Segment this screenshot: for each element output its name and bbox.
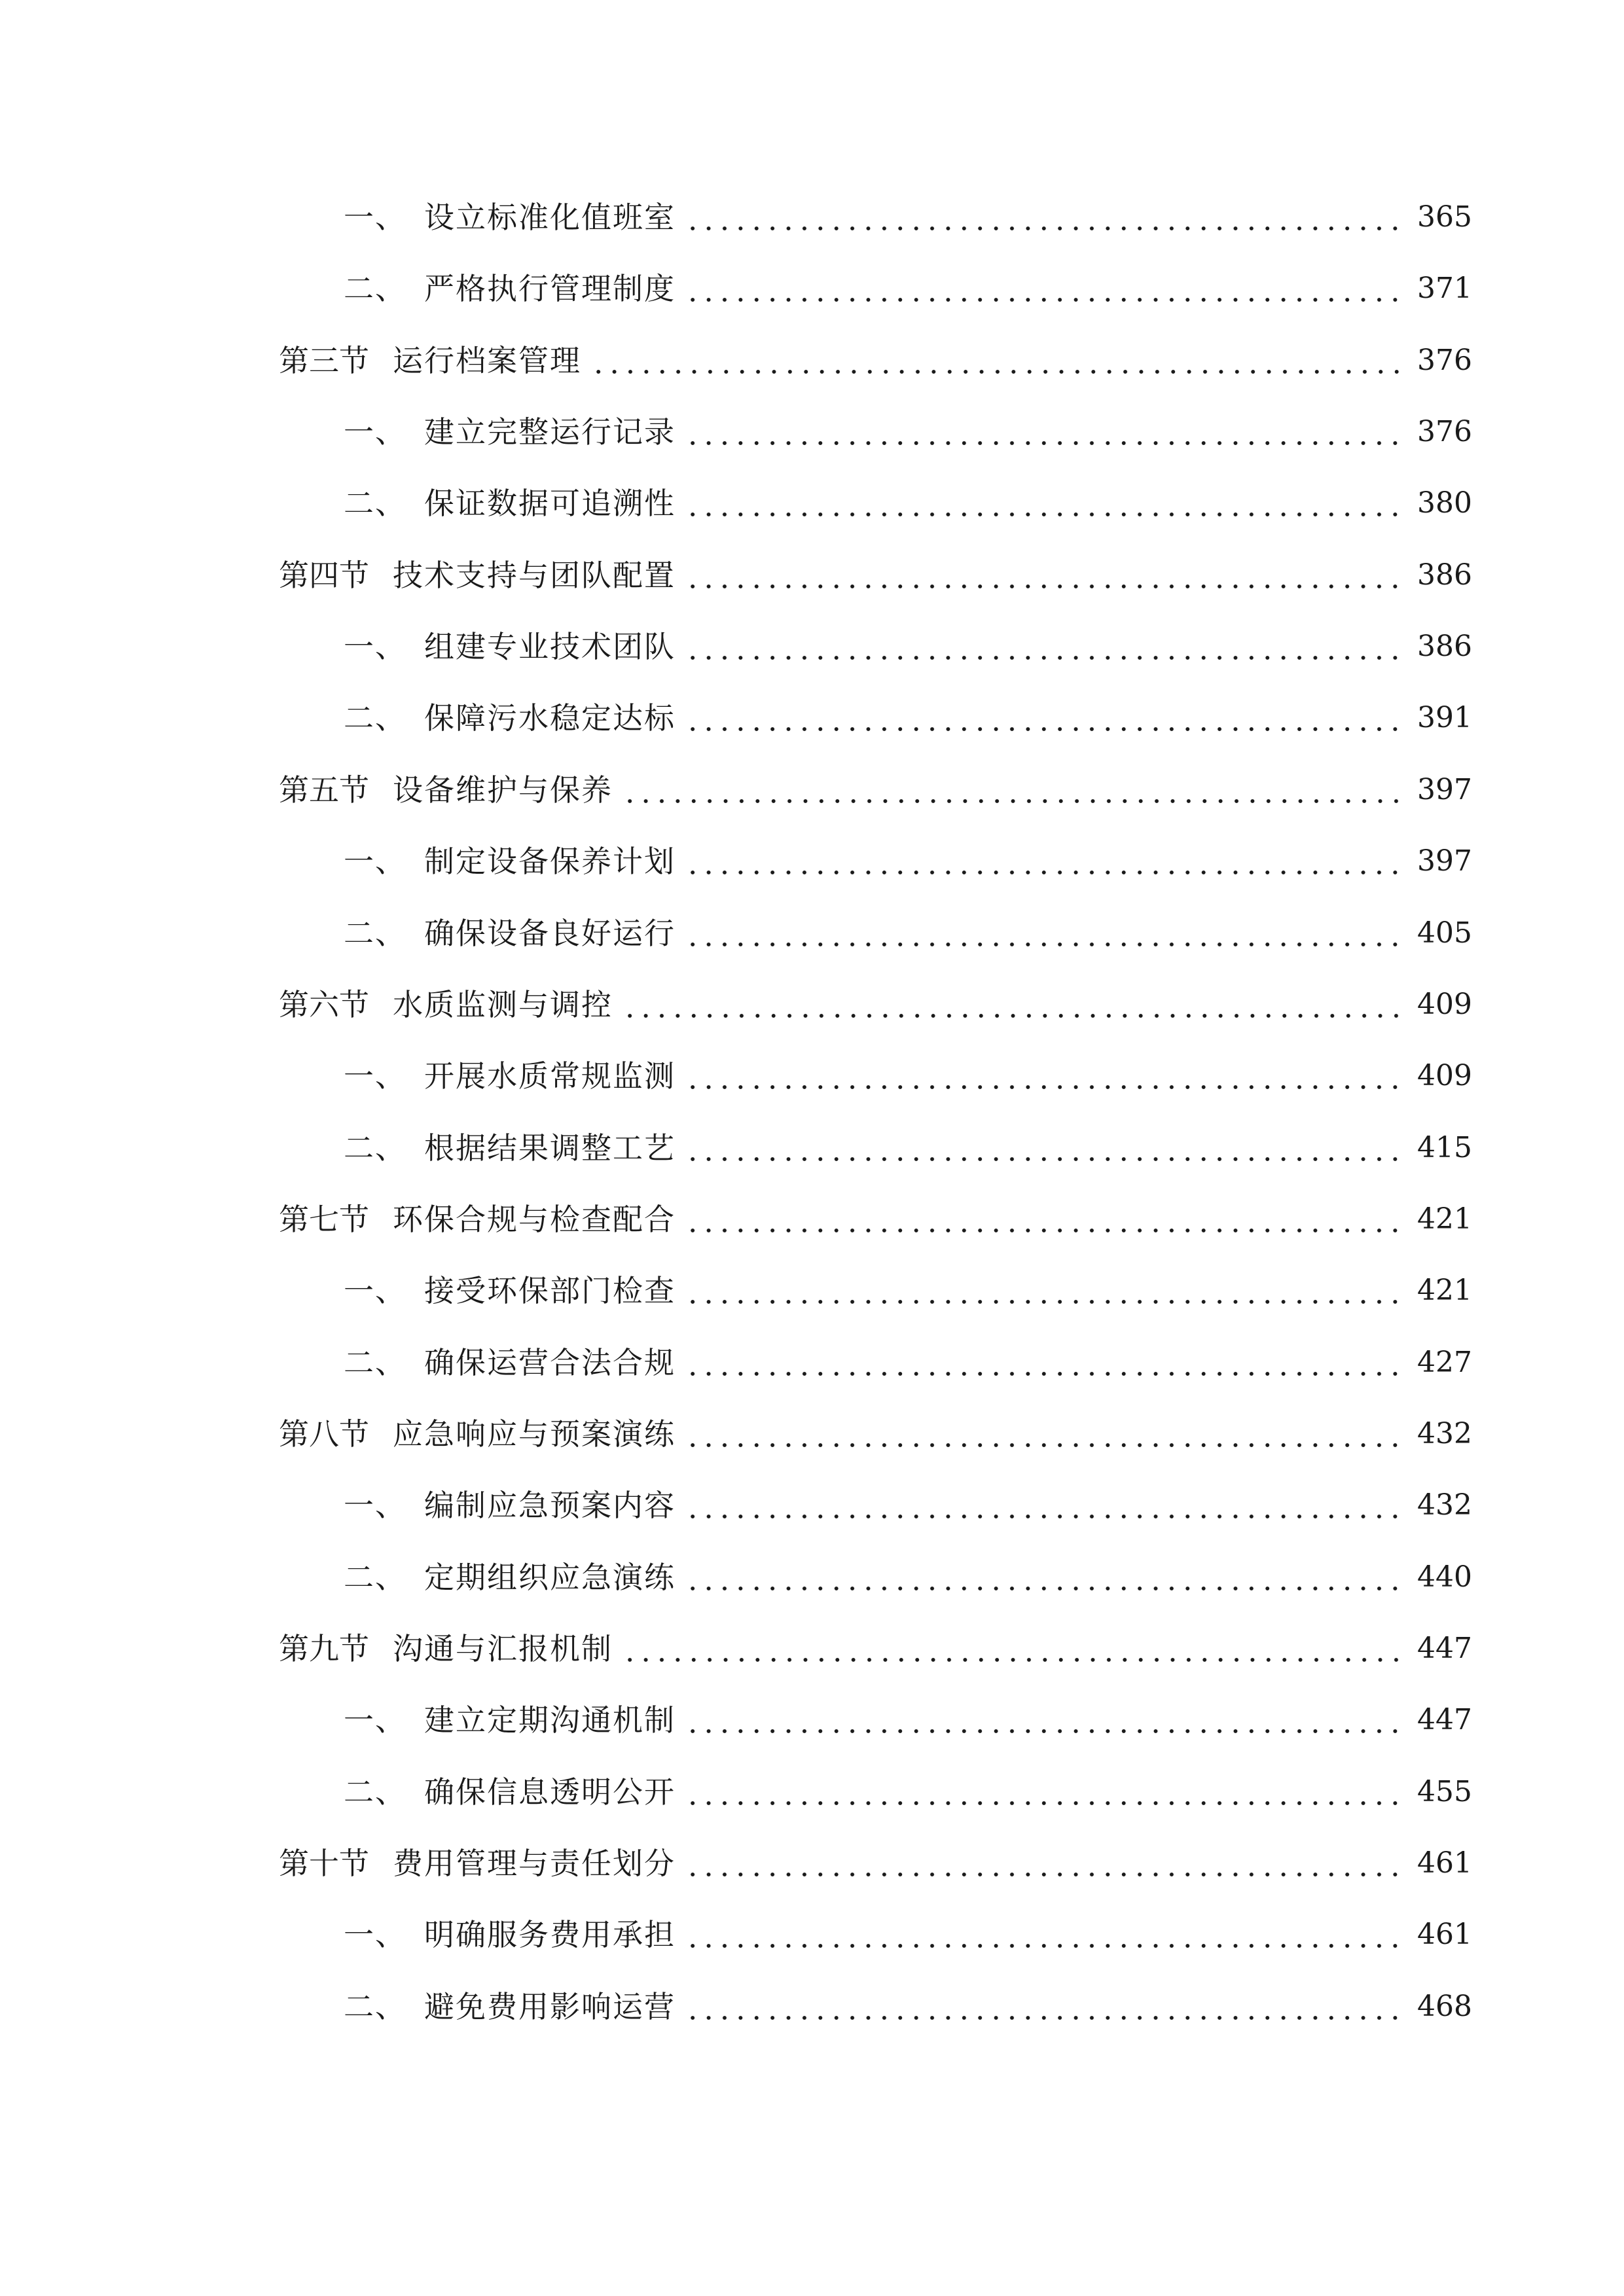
- toc-entry-page-number: 380: [1417, 486, 1472, 520]
- toc-dot-leader: [685, 431, 1404, 447]
- toc-entry-number: 第三节: [279, 342, 369, 378]
- toc-entry-title: 应急响应与预案演练: [393, 1416, 676, 1452]
- toc-entry-title: 沟通与汇报机制: [393, 1631, 613, 1666]
- toc-entry-number: 二、: [344, 1988, 406, 2024]
- toc-entry-page-number: 371: [1417, 272, 1472, 306]
- toc-entry-page-number: 455: [1417, 1774, 1472, 1808]
- toc-entry-title: 明确服务费用承担: [424, 1917, 676, 1953]
- toc-dot-leader: [622, 1648, 1404, 1664]
- toc-entry-page-number: 376: [1417, 343, 1472, 377]
- toc-subsection-entry[interactable]: [344, 1981, 1472, 2033]
- toc-entry-number: 一、: [344, 1488, 406, 1524]
- toc-entry-number: 第七节: [279, 1201, 369, 1237]
- toc-subsection-entry[interactable]: [344, 1909, 1472, 1961]
- toc-dot-leader: [685, 217, 1404, 232]
- toc-entry-title: 避免费用影响运营: [424, 1988, 676, 2024]
- toc-dot-leader: [685, 288, 1404, 304]
- toc-entry-page-number: 397: [1417, 844, 1472, 878]
- toc-subsection-entry[interactable]: [344, 1766, 1472, 1818]
- toc-entry-page-number: 405: [1417, 916, 1472, 950]
- toc-section-entry[interactable]: [279, 549, 1472, 601]
- toc-subsection-entry[interactable]: [344, 1336, 1472, 1389]
- toc-subsection-entry[interactable]: [344, 620, 1472, 673]
- toc-entry-page-number: 415: [1417, 1130, 1472, 1164]
- toc-entry-page-number: 447: [1417, 1632, 1472, 1665]
- toc-dot-leader: [685, 1863, 1404, 1878]
- toc-entry-title: 开展水质常规监测: [424, 1058, 676, 1094]
- toc-dot-leader: [685, 575, 1404, 590]
- toc-entry-title: 确保信息透明公开: [424, 1774, 676, 1810]
- toc-entry-number: 一、: [344, 629, 406, 665]
- toc-entry-page-number: 440: [1417, 1560, 1472, 1594]
- toc-dot-leader: [685, 717, 1404, 733]
- toc-entry-title: 根据结果调整工艺: [424, 1130, 676, 1166]
- toc-entry-title: 设备维护与保养: [393, 772, 613, 808]
- toc-entry-number: 一、: [344, 1917, 406, 1953]
- toc-entry-title: 设立标准化值班室: [424, 200, 676, 235]
- toc-section-entry[interactable]: [279, 334, 1472, 387]
- toc-entry-title: 建立定期沟通机制: [424, 1702, 676, 1738]
- toc-entry-page-number: 447: [1417, 1703, 1472, 1737]
- toc-subsection-entry[interactable]: [344, 262, 1472, 315]
- toc-entry-page-number: 421: [1417, 1202, 1472, 1236]
- toc-entry-title: 接受环保部门检查: [424, 1273, 676, 1309]
- toc-entry-title: 确保运营合法合规: [424, 1344, 676, 1380]
- toc-section-entry[interactable]: [279, 1408, 1472, 1460]
- toc-subsection-entry[interactable]: [344, 835, 1472, 888]
- toc-section-entry[interactable]: [279, 764, 1472, 816]
- toc-entry-title: 确保设备良好运行: [424, 915, 676, 951]
- toc-entry-title: 制定设备保养计划: [424, 844, 676, 880]
- toc-section-entry[interactable]: [279, 1837, 1472, 1890]
- toc-entry-title: 定期组织应急演练: [424, 1559, 676, 1595]
- toc-entry-title: 保证数据可追溯性: [424, 486, 676, 522]
- toc-dot-leader: [685, 1791, 1404, 1807]
- toc-section-entry[interactable]: [279, 978, 1472, 1031]
- toc-dot-leader: [685, 1719, 1404, 1735]
- toc-dot-leader: [685, 646, 1404, 662]
- toc-entry-title: 建立完整运行记录: [424, 414, 676, 450]
- toc-entry-title: 水质监测与调控: [393, 986, 613, 1022]
- toc-subsection-entry[interactable]: [344, 1265, 1472, 1317]
- toc-dot-leader: [685, 2006, 1404, 2022]
- toc-entry-number: 第九节: [279, 1631, 369, 1666]
- toc-entry-page-number: 432: [1417, 1416, 1472, 1450]
- toc-subsection-entry[interactable]: [344, 191, 1472, 243]
- toc-entry-page-number: 365: [1417, 200, 1472, 234]
- toc-entry-page-number: 409: [1417, 1059, 1472, 1093]
- toc-dot-leader: [685, 1362, 1404, 1378]
- toc-entry-number: 二、: [344, 1559, 406, 1595]
- toc-entry-page-number: 391: [1417, 701, 1472, 735]
- toc-dot-leader: [685, 1147, 1404, 1163]
- toc-entry-number: 一、: [344, 414, 406, 450]
- toc-entry-number: 二、: [344, 1774, 406, 1810]
- toc-entry-number: 一、: [344, 1273, 406, 1309]
- toc-entry-title: 费用管理与责任划分: [393, 1846, 676, 1881]
- toc-subsection-entry[interactable]: [344, 1551, 1472, 1604]
- toc-dot-leader: [622, 789, 1404, 805]
- toc-entry-page-number: 461: [1417, 1846, 1472, 1880]
- toc-entry-page-number: 376: [1417, 415, 1472, 448]
- toc-entry-title: 运行档案管理: [393, 342, 581, 378]
- toc-dot-leader: [685, 933, 1404, 948]
- toc-entry-number: 一、: [344, 1702, 406, 1738]
- toc-subsection-entry[interactable]: [344, 1694, 1472, 1746]
- toc-entry-title: 环保合规与检查配合: [393, 1201, 676, 1237]
- toc-entry-number: 一、: [344, 200, 406, 235]
- toc-entry-page-number: 421: [1417, 1274, 1472, 1308]
- toc-entry-number: 一、: [344, 1058, 406, 1094]
- toc-entry-number: 二、: [344, 700, 406, 736]
- toc-dot-leader: [685, 1219, 1404, 1234]
- toc-dot-leader: [685, 1934, 1404, 1950]
- toc-entry-title: 技术支持与团队配置: [393, 557, 676, 593]
- toc-entry-number: 二、: [344, 1344, 406, 1380]
- toc-entry-number: 二、: [344, 1130, 406, 1166]
- toc-subsection-entry[interactable]: [344, 907, 1472, 960]
- toc-entry-page-number: 386: [1417, 630, 1472, 664]
- toc-entry-title: 保障污水稳定达标: [424, 700, 676, 736]
- toc-entry-number: 二、: [344, 271, 406, 307]
- toc-section-entry[interactable]: [279, 1623, 1472, 1675]
- toc-subsection-entry[interactable]: [344, 1122, 1472, 1174]
- toc-subsection-entry[interactable]: [344, 1479, 1472, 1532]
- toc-dot-leader: [685, 1505, 1404, 1520]
- toc-entry-number: 二、: [344, 486, 406, 522]
- toc-entry-title: 组建专业技术团队: [424, 629, 676, 665]
- toc-entry-number: 二、: [344, 915, 406, 951]
- toc-dot-leader: [590, 360, 1404, 376]
- toc-dot-leader: [685, 1577, 1404, 1592]
- toc-entry-title: 编制应急预案内容: [424, 1488, 676, 1524]
- toc-entry-page-number: 461: [1417, 1918, 1472, 1952]
- toc-entry-page-number: 427: [1417, 1345, 1472, 1379]
- toc-dot-leader: [622, 1004, 1404, 1020]
- toc-entry-page-number: 409: [1417, 987, 1472, 1021]
- toc-entry-page-number: 397: [1417, 772, 1472, 806]
- toc-section-entry[interactable]: [279, 1193, 1472, 1246]
- toc-subsection-entry[interactable]: [344, 477, 1472, 529]
- toc-entry-number: 第四节: [279, 557, 369, 593]
- toc-dot-leader: [685, 1433, 1404, 1449]
- toc-entry-number: 第六节: [279, 986, 369, 1022]
- toc-entry-number: 第八节: [279, 1416, 369, 1452]
- toc-entry-page-number: 432: [1417, 1488, 1472, 1522]
- toc-entry-number: 第五节: [279, 772, 369, 808]
- toc-subsection-entry[interactable]: [344, 692, 1472, 744]
- toc-entry-title: 严格执行管理制度: [424, 271, 676, 307]
- toc-entry-number: 第十节: [279, 1846, 369, 1881]
- toc-entry-number: 一、: [344, 844, 406, 880]
- toc-dot-leader: [685, 1290, 1404, 1306]
- toc-entry-page-number: 468: [1417, 1989, 1472, 2023]
- toc-dot-leader: [685, 1075, 1404, 1091]
- toc-subsection-entry[interactable]: [344, 1050, 1472, 1102]
- toc-entry-page-number: 386: [1417, 558, 1472, 592]
- toc-dot-leader: [685, 503, 1404, 518]
- toc-dot-leader: [685, 861, 1404, 876]
- toc-subsection-entry[interactable]: [344, 406, 1472, 458]
